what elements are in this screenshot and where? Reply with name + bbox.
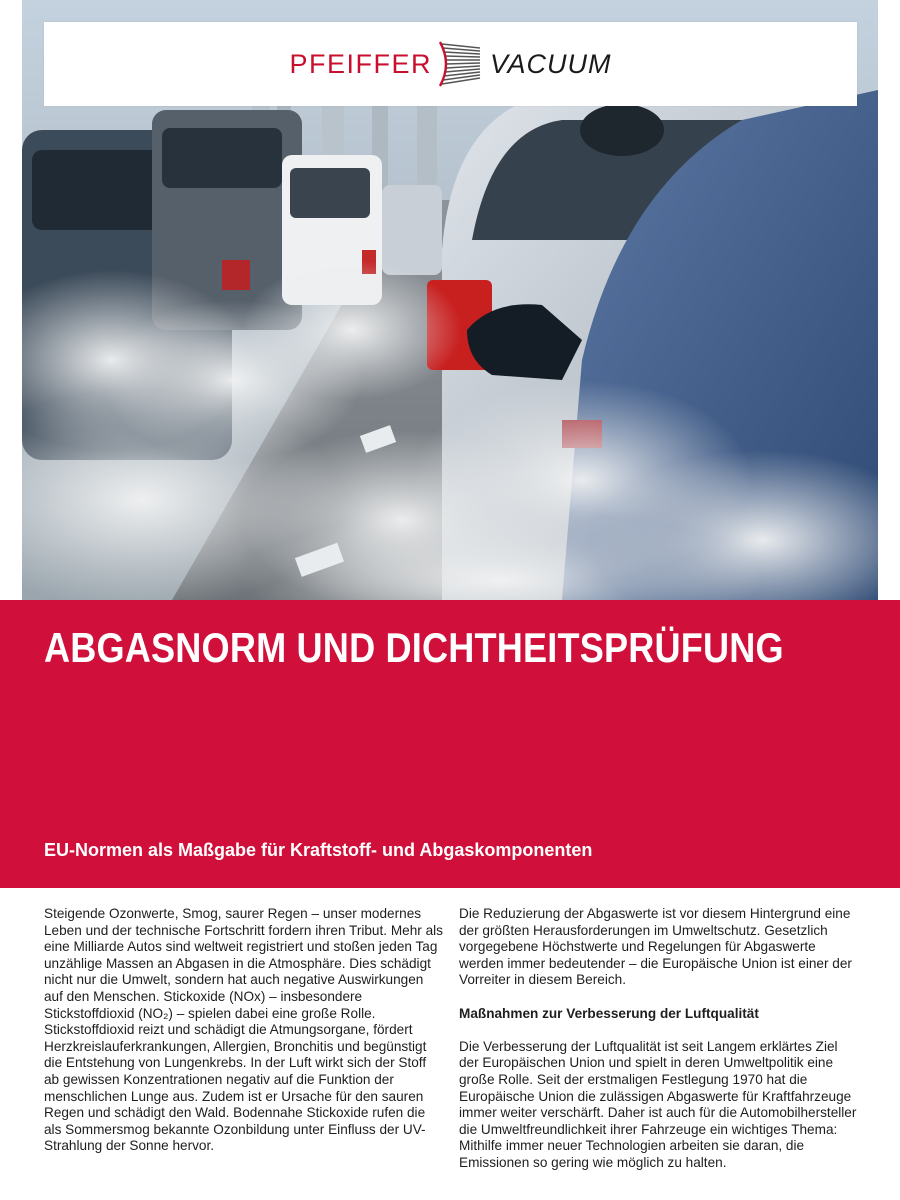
body-column-right: [459, 906, 859, 1172]
page-subtitle: EU-Normen als Maßgabe für Kraftstoff- und Abgaskomponenten: [44, 840, 593, 860]
pfeiffer-swoosh-icon: [438, 40, 484, 88]
page-title: ABGASNORM UND DICHTHEITSPRÜFUNG: [44, 624, 784, 671]
body-column-left: [44, 906, 444, 1155]
body-paragraph: Steigende Ozonwerte, Smog, saurer Regen – unser modernes Leben und der technische Fortschritt fordern ihren Tribut. Mehr als eine Milliarde Autos sind weltweit registriert und stoßen jeden Tag unzählige Massen an Abgasen in die Atmosphäre. Dies schädigt nicht nur die Umwelt, sondern hat auch negative Auswirkungen auf den Menschen. Stickoxide (NOx) – insbesondere Stickstoffdioxid (NO₂) – spielen dabei eine große Rolle. Stickstoffdioxid reizt und schädigt die Atmungsorgane, fördert Herzkreislauferkrankungen, Allergien, Bronchitis und begünstigt die Entstehung von Lungenkrebs. In der Luft wirkt sich der Stoff ab gewissen Konzentrationen negativ auf die Funktion der menschlichen Lunge aus. Zudem ist er Ursache für den sauren Regen und schädigt den Wald. Bodennahe Stickoxide rufen die als Sommersmog bekannte Ozonbildung unter Einfluss der UV-Strahlung der Sonne hervor.: [44, 906, 443, 1154]
paragraph-gap: [459, 1022, 859, 1039]
section-heading: Maßnahmen zur Verbesserung der Luftqualität: [459, 1005, 759, 1021]
logo-brand-right: VACUUM: [490, 48, 612, 79]
body-paragraph: Die Reduzierung der Abgaswerte ist vor diesem Hintergrund eine der größten Herausforderungen im Umweltschutz. Gesetzlich vorgegebene Höchstwerte und Regelungen für Abgaswerte werden immer bedeutender – die Europäische Union ist einer der Vorreiter in diesem Bereich.: [459, 906, 852, 988]
paragraph-gap: [459, 989, 859, 1006]
pfeiffer-vacuum-logo: [289, 40, 611, 88]
body-paragraph: Die Verbesserung der Luftqualität ist seit Langem erklärtes Ziel der Europäischen Union und spielt in deren Umweltpolitik eine große Rolle. Seit der erstmaligen Festlegung 1970 hat die Europäische Union die zulässigen Abgaswerte für Kraftfahrzeuge immer weiter verschärft. Daher ist auch für die Automobilhersteller die Umweltfreundlichkeit ihrer Fahrzeuge ein wichtiges Thema: Mithilfe immer neuer Technologien arbeiten sie daran, die Emissionen so gering wie möglich zu halten.: [459, 1038, 857, 1170]
logo-bar: [44, 22, 857, 106]
logo-brand-left: PFEIFFER: [289, 48, 432, 79]
